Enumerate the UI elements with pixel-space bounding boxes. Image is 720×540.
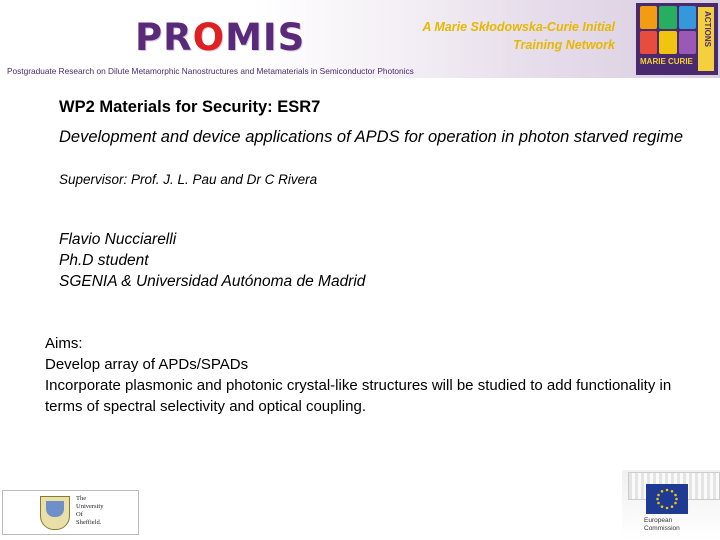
portrait-grid [640,6,696,54]
header-banner [0,0,720,78]
sheffield-wordmark: The University Of Sheffield. [76,495,104,526]
student-name: Flavio Nucciarelli [59,231,177,248]
marie-curie-actions-logo [636,3,718,75]
itn-label-line2: Training Network [513,38,615,52]
student-role: Ph.D student [59,252,149,269]
itn-label-line1: A Marie Skłodowska-Curie Initial [422,20,615,34]
promis-logo: PROMIS [135,16,306,59]
eu-wordmark: European Commission [644,517,680,532]
aims-heading: Aims: [45,335,83,352]
actions-bar: ACTIONS [698,7,714,71]
marie-curie-label: MARIE CURIE [640,57,693,66]
eu-flag-icon [646,484,688,514]
european-commission-logo [622,470,720,540]
aims-item: Incorporate plasmonic and photonic crystal-like structures will be studied to add functionality in terms of spectral selectivity and optical coupling. [45,377,672,415]
aims-block [45,333,685,417]
slide-title: WP2 Materials for Security: ESR7 [59,98,321,116]
sheffield-logo [2,490,139,535]
shield-icon [40,496,70,530]
supervisor-line: Supervisor: Prof. J. L. Pau and Dr C Rivera [59,172,318,187]
aims-item: Develop array of APDs/SPADs [45,356,249,373]
student-affiliation: SGENIA & Universidad Autónoma de Madrid [59,273,366,290]
slide-subtitle: Development and device applications of APDS for operation in photon starved regime [59,128,684,146]
student-block [59,229,365,292]
tagline: Postgraduate Research on Dilute Metamorphic Nanostructures and Metamaterials in Semiconductor Photonics [7,66,414,76]
